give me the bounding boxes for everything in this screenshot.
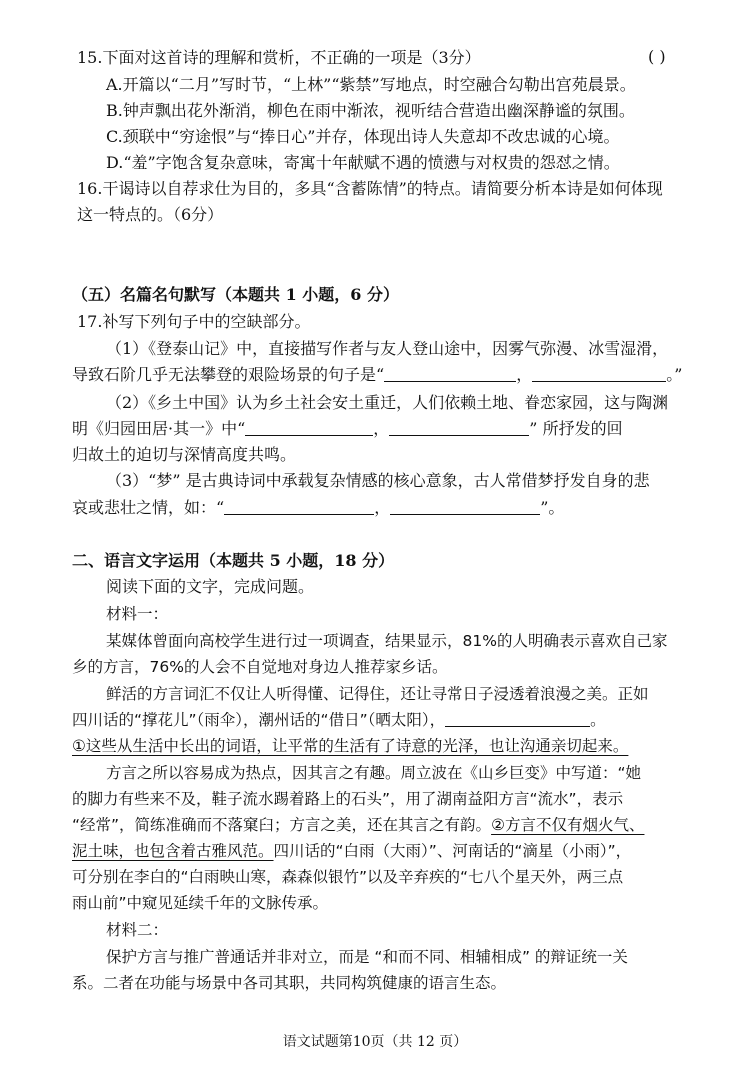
mat1-p3-line5: 可分别在李白的“白雨映山寒，森森似银竹”以及辛弃疾的“七八个星天外，两三点: [72, 868, 624, 886]
q15-stem: 15.下面对这首诗的理解和赏析，不正确的一项是（3分）: [77, 48, 481, 67]
q17-item3-blank-1[interactable]: [224, 498, 374, 515]
q17-item2-line3: 归故土的迫切与深情高度共鸣。: [72, 445, 297, 464]
q17-item3-line1: （3）“梦” 是古典诗词中承载复杂情感的核心意象，古人常借梦抒发自身的悲: [106, 471, 650, 490]
mat1-p2-line2: [72, 709, 606, 731]
mat1-p3-line1: 方言之所以容易成为热点，因其言之有趣。周立波在《山乡巨变》中写道：“她: [106, 764, 642, 782]
q17-item1-blank-2[interactable]: [532, 365, 666, 382]
q15-answer-paren: ( ): [648, 47, 666, 66]
q17-item1-text-a: 导致石阶几乎无法攀登的艰险场景的句子是“: [72, 365, 385, 384]
material1-label: 材料一：: [106, 605, 169, 623]
q17-item3-text-b: ，: [374, 498, 391, 517]
section5-heading: （五）名篇名句默写（本题共 1 小题，6 分）: [72, 285, 399, 304]
q17-item1-blank-1[interactable]: [384, 365, 516, 382]
q17-item2-text-a: 明《归园田居·其一》中“: [72, 419, 246, 438]
q17-item3-text-a: 哀或悲壮之情，如：“: [72, 498, 225, 517]
mat1-p3-text-a: “经常”，简练准确而不落窠臼；方言之美，还在其言之有韵。: [72, 816, 492, 834]
material2-label: 材料二：: [106, 921, 169, 939]
mat1-p3-text-b: 四川话的“白雨（大雨）”、河南话的“滴星（小雨）”，: [273, 842, 632, 860]
q17-item1-line1: （1）《登泰山记》中，直接描写作者与友人登山途中，因雾气弥漫、冰雪湿滑，: [106, 339, 669, 358]
q17-item3-text-c: ”。: [540, 498, 565, 517]
q17-item3-line2: [72, 497, 564, 519]
mat1-p3-line3: [72, 814, 644, 836]
q17-item2-line2: [72, 418, 623, 440]
q15-option-c: C.颈联中“穷途恨”与“捧日心”并存，体现出诗人失意却不改忠诚的心境。: [106, 127, 620, 146]
q17-item2-line1: （2）《乡土中国》认为乡土社会安土重迁，人们依赖土地、眷恋家园，这与陶渊: [106, 393, 669, 412]
q17-item1-text-c: 。”: [666, 365, 683, 384]
q17-item2-text-b: ，: [373, 419, 390, 438]
mat2-p1-line2: 系。二者在功能与场景中各司其职，共同构筑健康的语言生态。: [72, 974, 507, 992]
q17-item2-text-c: ” 所抒发的回: [529, 419, 623, 438]
mat1-p2-text-b: 。: [590, 711, 606, 729]
q17-item3-blank-2[interactable]: [390, 498, 540, 515]
mat1-underlined-sentence-1: ①这些从生活中长出的词语，让平常的生活有了诗意的光泽，也让沟通亲切起来。: [72, 737, 629, 755]
q17-item2-blank-2[interactable]: [389, 419, 529, 436]
page-footer: 语文试题第10页（共 12 页）: [282, 1034, 468, 1050]
mat1-p2-text-a: 四川话的“撑花儿”（雨伞），潮州话的“借日”（晒太阳），: [72, 711, 446, 729]
q16-line1: 16.干谒诗以自荐求仕为目的，多具“含蓄陈情”的特点。请简要分析本诗是如何体现: [77, 179, 663, 198]
mat1-underlined-sentence-2-part2: 泥土味，也包含着古雅风范。: [72, 842, 274, 860]
mat1-p1-line2: 乡的方言，76%的人会不自觉地对身边人推荐家乡话。: [72, 658, 448, 676]
q17-item1-line2: [72, 364, 682, 386]
q15-option-b: B.钟声飘出花外渐消，柳色在雨中渐浓，视听结合营造出幽深静谧的氛围。: [106, 101, 635, 120]
q15-option-d: D.“羞”字饱含复杂意味，寄寓十年献赋不遇的愤懑与对权贵的怨怼之情。: [106, 153, 620, 172]
section2-intro: 阅读下面的文字，完成问题。: [106, 577, 315, 596]
section2-heading: 二、语言文字运用（本题共 5 小题，18 分）: [72, 551, 395, 570]
mat1-underlined-sentence-2-part1: ②方言不仅有烟火气、: [491, 816, 645, 834]
q16-line2: 这一特点的。（6分）: [77, 205, 224, 224]
q17-stem: 17.补写下列句子中的空缺部分。: [77, 312, 311, 331]
mat1-p2-blank[interactable]: [445, 710, 590, 727]
mat1-p1-line1: 某媒体曾面向高校学生进行过一项调查，结果显示，81%的人明确表示喜欢自己家: [106, 632, 668, 650]
q17-item2-blank-1[interactable]: [245, 419, 373, 436]
mat1-p3-line2: 的脚力有些来不及，鞋子流水踢着路上的石头”，用了湖南益阳方言“流水”，表示: [72, 790, 624, 808]
mat1-p3-line4: [72, 840, 631, 862]
mat2-p1-line1: 保护方言与推广普通话并非对立，而是 “和而不同、相辅相成” 的辩证统一关: [106, 948, 628, 966]
q17-item1-text-b: ，: [516, 365, 533, 384]
mat1-p2-line1: 鲜活的方言词汇不仅让人听得懂、记得住，还让寻常日子浸透着浪漫之美。正如: [106, 685, 649, 703]
mat1-p3-line6: 雨山前”中窥见延续千年的文脉传承。: [72, 894, 329, 912]
q15-option-a: A.开篇以“二月”写时节，“上林”“紫禁”写地点，时空融合勾勒出宫苑晨景。: [106, 75, 636, 94]
